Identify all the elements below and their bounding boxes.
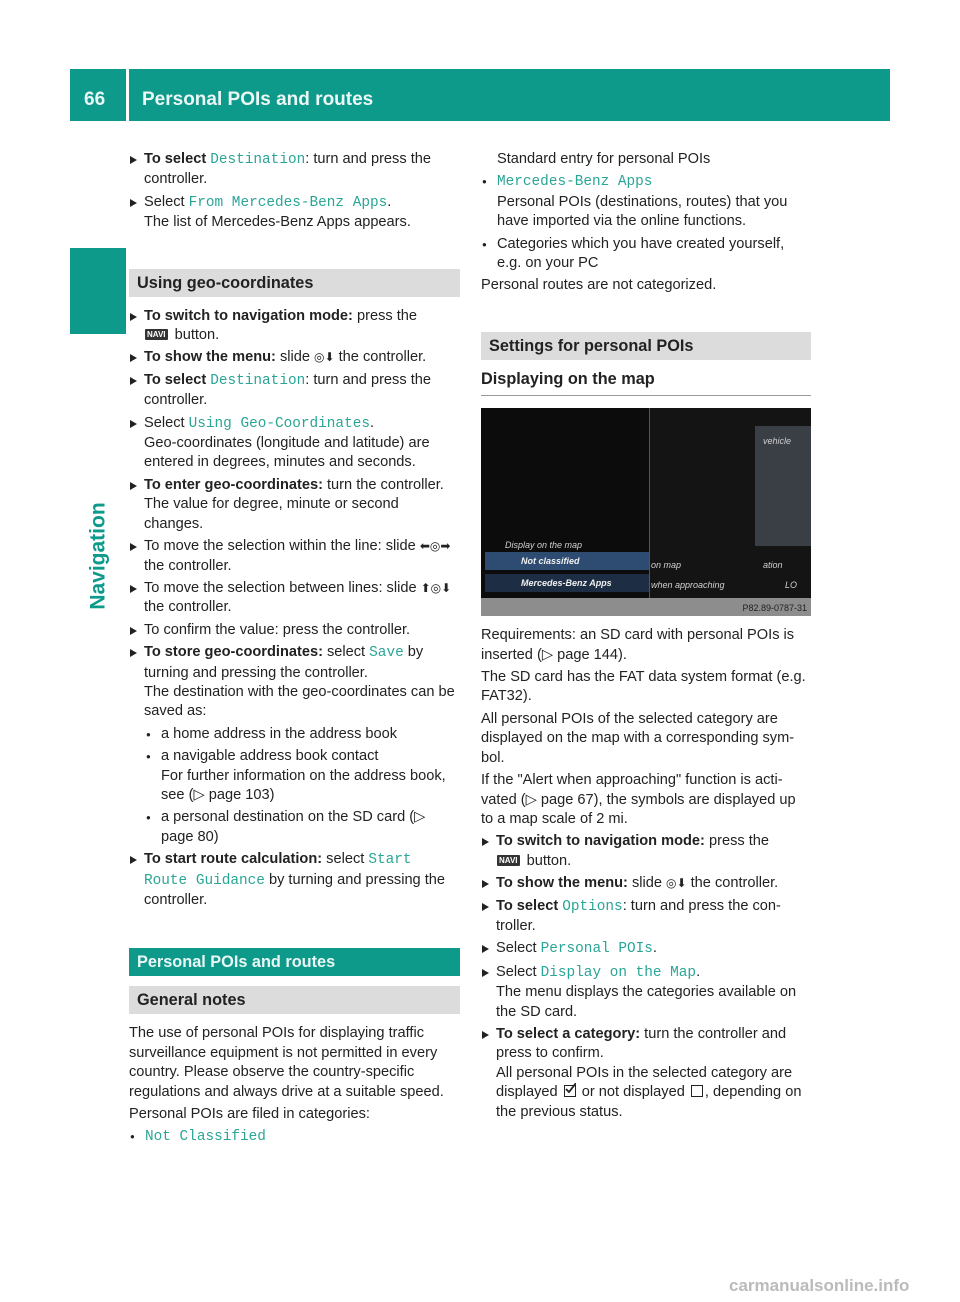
instruction-step: Select Personal POIs. [481, 939, 811, 959]
screen-row-mercedes-apps: Mercedes-Benz Apps [485, 574, 649, 592]
controller-slide-down-icon: ◎⬇ [666, 876, 687, 891]
instruction-step: To show the menu: slide ◎⬇ the controller. [481, 874, 811, 893]
side-tab-marker [70, 248, 126, 334]
instruction-step: To select Destination: turn and press the controller. [129, 371, 460, 411]
screenshot-display-menu [481, 408, 811, 616]
navi-key-icon: NAVI [147, 330, 166, 340]
instruction-step: To select a category: turn the controller and press to confirm. All personal POIs in the selected category are displayed or not displayed , depending on the previous status. [481, 1025, 811, 1122]
list-item: ● Mercedes-Benz Apps Personal POIs (destinations, routes) that you have imported via the online functions. [481, 172, 811, 231]
paragraph: Personal routes are not categorized. [481, 277, 717, 294]
list-item: ● a navigable address book contact For further information on the address book, see (▷ page 103) [145, 747, 460, 805]
menu-item-geo-coordinates: Using Geo-Coordinates [188, 415, 370, 432]
list-item: ● Categories which you have created yourself, e.g. on your PC [481, 235, 811, 274]
instruction-step: To switch to navigation mode: press the NAVI button. [481, 832, 811, 871]
page-title: Personal POIs and routes [142, 89, 374, 110]
instruction-step: To store geo-coordinates: select Save by turning and pressing the controller. The destination with the geo-coordinates can be saved as: [129, 643, 460, 722]
menu-item-destination: Destination [210, 152, 306, 168]
paragraph: All personal POIs of the selected category are displayed on the map with a corresponding symbol. [481, 710, 795, 766]
menu-item-options: Options [562, 898, 623, 915]
list-item [129, 1127, 460, 1147]
controller-slide-left-right-icon: ⬅◎➡ [419, 539, 451, 554]
navi-key-icon: NAVI [499, 855, 518, 865]
side-tab-label: Navigation [86, 502, 110, 610]
section-heading-poi: Personal POIs and routes [129, 948, 460, 976]
instruction-step: To select Destination: turn and press the controller. [129, 150, 460, 190]
side-tab [70, 121, 126, 1302]
screen-row-not-classified: Not classified [485, 552, 649, 570]
controller-slide-down-icon: ◎⬇ [314, 350, 335, 365]
screen-footer [481, 598, 811, 616]
paragraph: If the "Alert when approaching" function is activated (▷ page 67), the symbols are displayed up to a map scale of 2 mi. [481, 772, 796, 827]
instruction-step: To confirm the value: press the controller. [129, 621, 460, 640]
instruction-step: Select From Mercedes-Benz Apps. The list of Mercedes-Benz Apps appears. [129, 193, 460, 233]
page-number: 66 [84, 89, 106, 110]
instruction-step: To move the selection within the line: slide ⬅◎➡ the controller. [129, 537, 460, 576]
instruction-step: Select Display on the Map. The menu displays the categories available on the SD card. [481, 963, 811, 1022]
paragraph: Standard entry for personal POIs [497, 151, 711, 167]
header-divider [126, 69, 129, 121]
instruction-step: To enter geo-coordinates: turn the controller. The value for degree, minute or second changes. [129, 476, 460, 534]
menu-item-destination: Destination [210, 372, 306, 389]
section-heading-settings: Settings for personal POIs [481, 332, 811, 360]
checked-box-icon [564, 1085, 576, 1097]
screen-option: ation [763, 560, 783, 571]
category-mercedes-apps: Mercedes-Benz Apps [497, 174, 653, 191]
paragraph: Personal POIs are filed in categories: [129, 1106, 370, 1123]
watermark: carmanualsonline.info [729, 1276, 910, 1295]
menu-item-save: Save [369, 645, 404, 662]
menu-item-from-apps: From Mercedes-Benz Apps [188, 194, 388, 211]
instruction-step: Select Using Geo-Coordinates. Geo-coordinates (longitude and latitude) are entered in degrees, minutes and seconds. [129, 414, 460, 473]
controller-slide-up-down-icon: ⬆◎⬇ [420, 580, 452, 595]
screen-option: LO [785, 580, 798, 591]
category-not-classified: Not Classified [145, 1129, 266, 1146]
screen-option: when approaching [651, 580, 725, 591]
menu-item-start-route: Start Route Guidance [144, 852, 412, 889]
page-header [70, 69, 890, 121]
unchecked-box-icon [691, 1085, 703, 1097]
screen-option: on map [651, 560, 682, 571]
section-heading-geo: Using geo-coordinates [129, 269, 460, 297]
menu-item-personal-pois: Personal POIs [540, 941, 653, 958]
paragraph: The use of personal POIs for displaying traffic surveillance equipment is not permitted in every country. Please observe the country-specific regulations and always drive at a suitable speed. [129, 1025, 444, 1100]
left-column [129, 150, 460, 1151]
instruction-step: To show the menu: slide ◎⬇ the controller. [129, 348, 460, 367]
section-heading-general: General notes [129, 986, 460, 1014]
instruction-step: To select Options: turn and press the controller. [481, 897, 811, 937]
subheading-display-map: Displaying on the map [481, 370, 811, 396]
paragraph: The SD card has the FAT data system format (e.g. FAT32). [481, 669, 806, 705]
screen-menu-title: Display on the map [505, 540, 583, 551]
figure-code: P82.89-0787-31 [742, 603, 807, 614]
paragraph: Requirements: an SD card with personal POIs is inserted (▷ page 144). [481, 627, 795, 663]
instruction-step: To move the selection between lines: slide ⬆◎⬇ the controller. [129, 579, 460, 618]
list-item: ● a home address in the address book [145, 725, 460, 744]
list-item: ● a personal destination on the SD card (▷ page 80) [145, 808, 460, 847]
instruction-step: To start route calculation: select Start Route Guidance by turning and pressing the controller. [129, 850, 460, 910]
right-column [481, 150, 811, 1125]
menu-item-display-on-map: Display on the Map [540, 964, 697, 981]
screen-option: vehicle [763, 436, 792, 447]
instruction-step: To switch to navigation mode: press the NAVI button. [129, 307, 460, 346]
